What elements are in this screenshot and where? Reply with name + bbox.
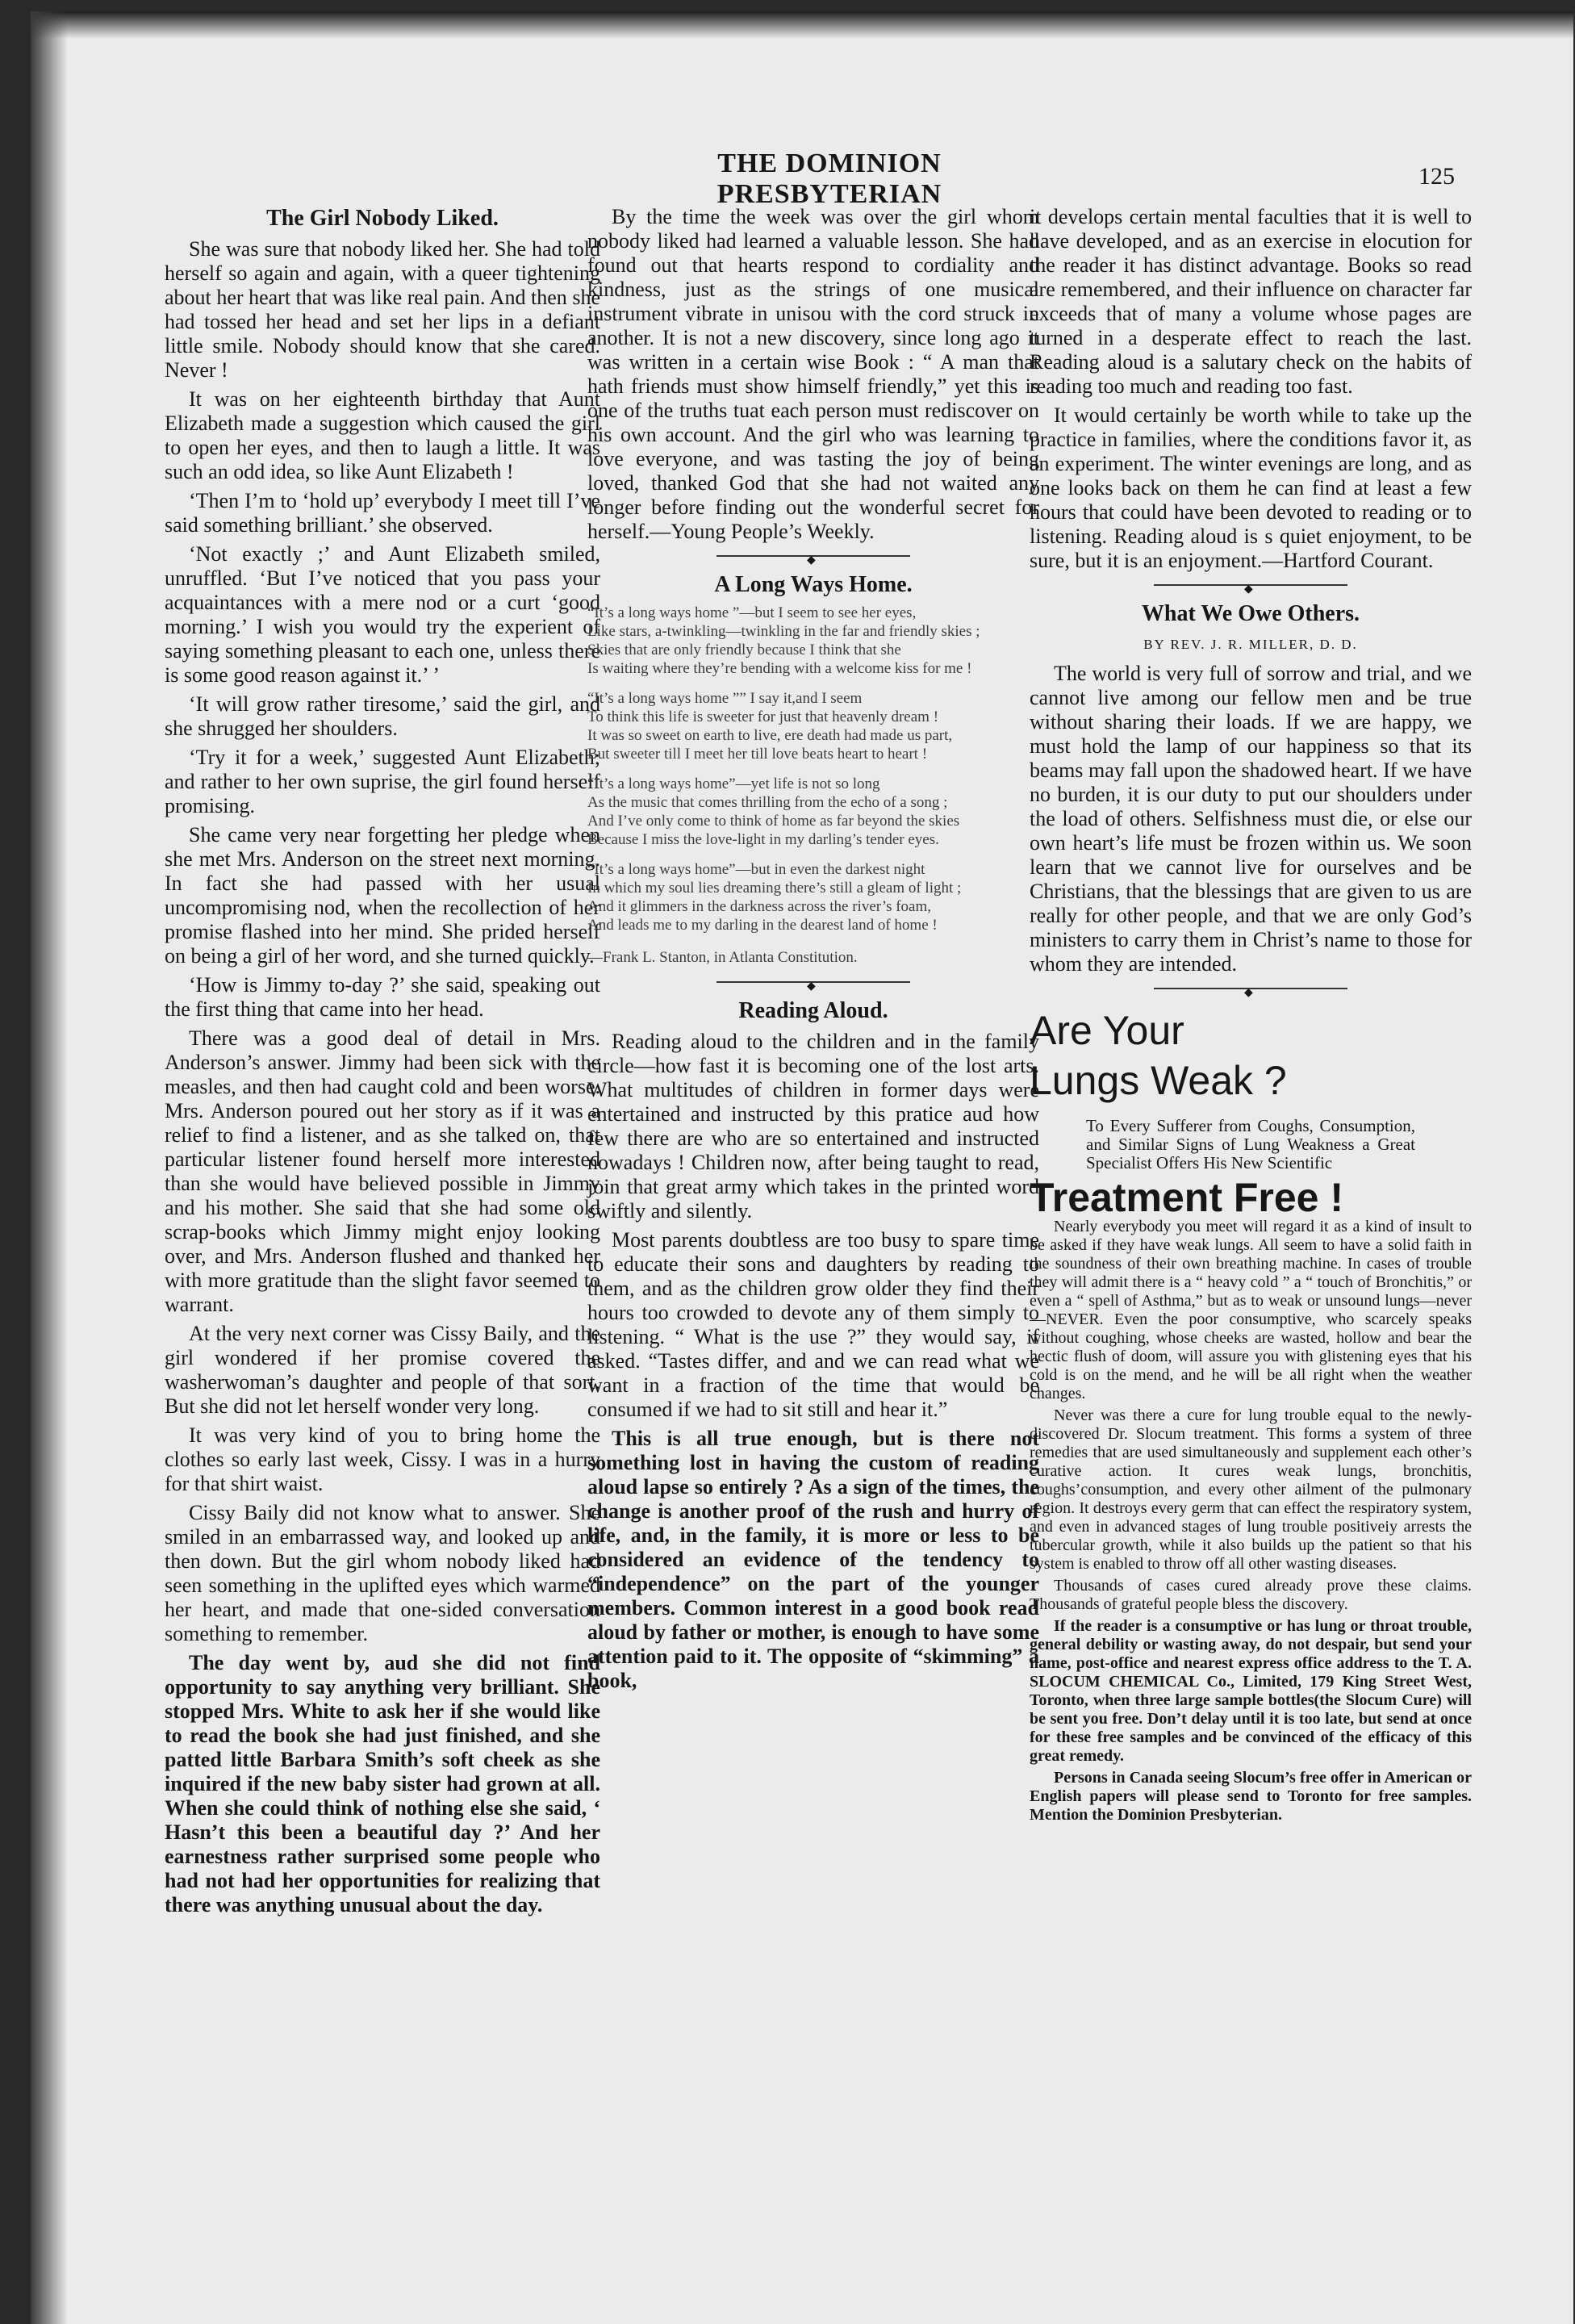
article-paragraph: Reading aloud to the children and in the family circle—how fast it is becoming one of the lost arts. What multitudes of children in former days were entertained and instructed by this pratice aud how few there are who are so entertained and instructed nowadays ! Children now, after being taught to read, join that great army which takes in the printed word swiftly and silently.	[587, 1030, 1039, 1223]
article-paragraph: It was on her eighteenth birthday that Aunt Elizabeth made a suggestion which caused the girl to open her eyes, and then to laugh a little. It was such an odd idea, so like Aunt Elizabeth !	[165, 387, 600, 483]
article-paragraph: ‘Not exactly ;’ and Aunt Elizabeth smiled, unruffled. ‘But I’ve noticed that you pass your acquaintances with a mere nod or a curt ‘good morning.’ I wish you would try the experient of saying something pleasant to each one, unless there is some good reason against it.’ ’	[165, 542, 600, 687]
page-number: 125	[1418, 163, 1455, 190]
ad-offer	[1030, 1617, 1472, 1825]
column-1	[165, 205, 600, 1922]
poem-line: To think this life is sweeter for just that heavenly dream !	[587, 708, 939, 725]
article-title-girl-nobody-liked: The Girl Nobody Liked.	[266, 206, 499, 231]
poem-line: “It’s a long ways home”—but in even the darkest night	[587, 861, 925, 878]
article-paragraph: The world is very full of sorrow and trial, and we cannot live among our fellow men and be true without sharing their loads. If we are happy, we must hold the lamp of our happiness so that its beams may fall upon the shadowed heart. If we have no burden, it is our duty to put our shoulders under the load of others. Selfishness must die, or else our own heart’s life must be frozen within us. We soon learn that we cannot live for ourselves and be Christians, that the blessings that are given to us are really for other people, and that we are only God’s ministers to carry them in Christ’s name to those for whom they are intended.	[1030, 662, 1472, 976]
ad-headline-line: Lungs Weak ?	[1030, 1058, 1287, 1103]
poem	[587, 604, 1039, 934]
ad-paragraph: Never was there a cure for lung trouble equal to the newly-discovered Dr. Slocum treatment. This forms a system of three remedies that are used simultaneously and supplement each other’s curative action. It cures weak lungs, bronchitis, coughs’consumption, and every other ailment of the pulmonary region. It destroys every germ that can effect the respiratory system, and even in advanced stages of lung trouble positiveiy arrests the tubercular growth, while it also builds up the patient so that his system is enabled to throw off all other wasting diseases.	[1030, 1407, 1472, 1573]
poem-line: As the music that comes thrilling from the echo of a song ;	[587, 794, 948, 811]
article-paragraph: There was a good deal of detail in Mrs. Anderson’s answer. Jimmy had been sick with the measles, and then had caught cold and been worse. Mrs. Anderson poured out her story as if it was a relief to find a listener, and as she talked on, that particular listener found herself more interested than she would have believed possible in Jimmy and his mother. She said that she had some old scrap-books which Jimmy might enjoy looking over, and Mrs. Anderson flushed and thanked her with more gratitude than the slight favor seemed to warrant.	[165, 1026, 600, 1316]
article-paragraph: She came very near forgetting her pledge when she met Mrs. Anderson on the street next morning. In fact she had passed with her usual uncompromising nod, when the recollection of her promise flashed into her mind. She prided herself on being a girl of her word, and she turned quickly.	[165, 823, 600, 968]
article-paragraph: ‘It will grow rather tiresome,’ said the girl, and she shrugged her shoulders.	[165, 692, 600, 740]
article-paragraph: At the very next corner was Cissy Baily, and the girl wondered if her promise covered the washerwoman’s daughter and people of that sort. But she did not let herself wonder very long.	[165, 1322, 600, 1418]
article-paragraph: It would certainly be worth while to take up the practice in families, where the conditions favor it, as an experiment. The winter evenings are long, and as one looks back on them he can find at least a few hours that could have been devoted to reading or to listening. Reading aloud is s quiet enjoyment, to be sure, but it is an enjoyment.—Hartford Courant.	[1030, 403, 1472, 572]
article-paragraph: By the time the week was over the girl whom nobody liked had learned a valuable lesson. She had found out that hearts respond to cordiality and kindness, just as the strings of one musical instrument vibrate in unisou with the cord struck in another. It is not a new discovery, since long ago it was written in a certain wise Book : “ A man that hath friends must show himself friendly,” yet this is one of the truths tuat each person must rediscover on his own account. And the girl who was learning to love everyone, and was tasting the joy of being loved, thanked God that she had not waited any longer before finding out the wonderful secret for herself.—Young People’s Weekly.	[587, 205, 1039, 543]
article-paragraph: Cissy Baily did not know what to answer. She smiled in an embarrassed way, and looked up and then down. But the girl whom nobody liked had seen something in the uplifted eyes which warmed her heart, and made that one-sided conversation something to remember.	[165, 1501, 600, 1645]
article-paragraph: ‘How is Jimmy to-day ?’ she said, speaking out the first thing that came into her head.	[165, 973, 600, 1021]
poem-stanza	[587, 860, 1039, 934]
article-paragraph: Most parents doubtless are too busy to spare time to educate their sons and daughters by reading to them, and as the children grow older they find their hours too crowded to devote any of them simply to listening. “ What is the use ?” they would say, if asked. “Tastes differ, and and we can read what we want in a fraction of the time that would be consumed if we had to sit still and hear it.”	[587, 1228, 1039, 1421]
poem-line: “It’s a long ways home ”” I say it,and I seem	[587, 690, 863, 707]
advertisement	[1030, 1005, 1472, 1825]
article-paragraph: She was sure that nobody liked her. She had told herself so again and again, with a queer tightening about her heart that was like real pain. And then she had tossed her head and set her lips in a defiant little smile. Nobody should know that she cared. Never !	[165, 237, 600, 382]
poem-line: And it glimmers in the darkness across the river’s foam,	[587, 898, 931, 915]
article-paragraph: it develops certain mental faculties that it is well to have developed, and as an exercise in elocution for the reader it has distinct advantage. Books so read are remembered, and their influence on character far exceeds that of many a volume whose pages are turned in a desperate effect to reach the last. Reading aloud is a salutary check on the habits of reading too much and reading too fast.	[1030, 205, 1472, 398]
scan-left-shadow	[31, 11, 68, 2324]
poem-line: Like stars, a-twinkling—twinkling in the far and friendly skies ;	[587, 623, 980, 640]
poem-line: And I’ve only come to think of home as far beyond the skies	[587, 813, 960, 830]
poem-stanza	[587, 775, 1039, 849]
poem-line: Because I miss the love-light in my darling’s tender eyes.	[587, 831, 939, 848]
poem-line: In which my soul lies dreaming there’s still a gleam of light ;	[587, 880, 962, 897]
ad-paragraph: Nearly everybody you meet will regard it as a kind of insult to be asked if they have weak lungs. All seem to have a solid faith in the soundness of their own breathing machine. In cases of trouble they will admit there is a “ heavy cold ” a “ touch of Bronchitis,” or even a “ spell of Asthma,” but as to weak or unsound lungs—never—NEVER. Even the poor consumptive, who scarcely speaks without coughing, whose cheeks are wasted, hollow and bear the hectic flush of doom, will assure you with glistening eyes that his cold is on the mend, and he will be all right when the weather changes.	[1030, 1218, 1472, 1402]
ad-body	[1030, 1218, 1472, 1825]
column-3	[1030, 205, 1472, 1828]
ad-subheadline: To Every Sufferer from Coughs, Consumption, and Similar Signs of Lung Weakness a Great Specialist Offers His New Scientific	[1086, 1116, 1415, 1172]
poem-stanza	[587, 604, 1039, 678]
column-2	[587, 205, 1039, 1698]
poem-line: And leads me to my darling in the dearest land of home !	[587, 917, 938, 934]
article-title-what-we-owe-others: What We Owe Others.	[1141, 601, 1360, 626]
section-divider	[1154, 584, 1347, 586]
article-byline: BY REV. J. R. MILLER, D. D.	[1143, 637, 1358, 652]
article-paragraph: It was very kind of you to bring home the clothes so early last week, Cissy. I was in a hurry for that shirt waist.	[165, 1423, 600, 1495]
section-divider	[716, 981, 910, 983]
article-paragraph: The day went by, aud she did not find opportunity to say anything very brilliant. She stopped Mrs. White to ask her if she would like to read the book she had just finished, and she patted little Barbara Smith’s soft cheek as she inquired if the new baby sister had grown at all. When she could think of nothing else she said, ‘ Hasn’t this been a beautiful day ?’ And her earnestness rather surprised some people who had not had her opportunities for realizing that there was anything unusual about the day.	[165, 1651, 600, 1916]
scan-top-shadow	[31, 11, 1573, 39]
poem-line: Is waiting where they’re bending with a welcome kiss for me !	[587, 660, 972, 677]
poem-attribution: —Frank L. Stanton, in Atlanta Constitution.	[587, 949, 858, 966]
ad-headline-line: Are Your	[1030, 1008, 1184, 1053]
poem-title-long-ways-home: A Long Ways Home.	[714, 572, 913, 597]
poem-line: But sweeter till I meet her till love beats heart to heart !	[587, 746, 928, 763]
poem-line: Skies that are only friendly because I think that she	[587, 642, 901, 658]
section-divider	[1154, 988, 1347, 989]
running-head: THE DOMINION PRESBYTERIAN	[716, 148, 942, 209]
article-title-reading-aloud: Reading Aloud.	[738, 998, 888, 1023]
poem-line: “It’s a long ways home”—yet life is not so long	[587, 775, 880, 792]
article-paragraph: ‘Try it for a week,’ suggested Aunt Elizabeth; and rather to her own suprise, the girl found herself promising.	[165, 746, 600, 817]
newspaper-page	[31, 11, 1573, 2324]
ad-headline	[1030, 1005, 1472, 1106]
article-paragraph: This is all true enough, but is there not something lost in having the custom of reading aloud lapse so entirely ? As a sign of the times, the change is another proof of the rush and hurry of life, and, in the family, it is more or less to be considered an evidence of the tendency to “independence” on the part of the younger members. Common interest in a good book read aloud by father or mother, is enough to have some attention paid to it. The opposite of “skimming” a book,	[587, 1427, 1039, 1692]
ad-paragraph: Persons in Canada seeing Slocum’s free offer in American or English papers will please send to Toronto for free samples. Mention the Dominion Presbyterian.	[1030, 1769, 1472, 1824]
section-divider	[716, 555, 910, 557]
poem-stanza	[587, 689, 1039, 763]
article-paragraph: ‘Then I’m to ‘hold up’ everybody I meet till I’ve said something brilliant.’ she observed.	[165, 489, 600, 537]
poem-line: It was so sweet on earth to live, ere death had made us part,	[587, 727, 953, 744]
poem-line: “It’s a long ways home ”—but I seem to see her eyes,	[587, 604, 917, 621]
ad-treatment-free: Treatment Free !	[1030, 1175, 1344, 1220]
ad-paragraph: If the reader is a consumptive or has lung or throat trouble, general debility or wasting away, do not despair, but send your name, post-office and nearest express office address to the T. A. SLOCUM CHEMICAL Co., Limited, 179 King Street West, Toronto, when three large sample bottles(the Slocum Cure) will be sent you free. Don’t delay until it is too late, but send at once for these free samples and be convinced of the efficacy of this great remedy.	[1030, 1617, 1472, 1765]
ad-paragraph: Thousands of cases cured already prove these claims. Thousands of grateful people bless the discovery.	[1030, 1577, 1472, 1613]
